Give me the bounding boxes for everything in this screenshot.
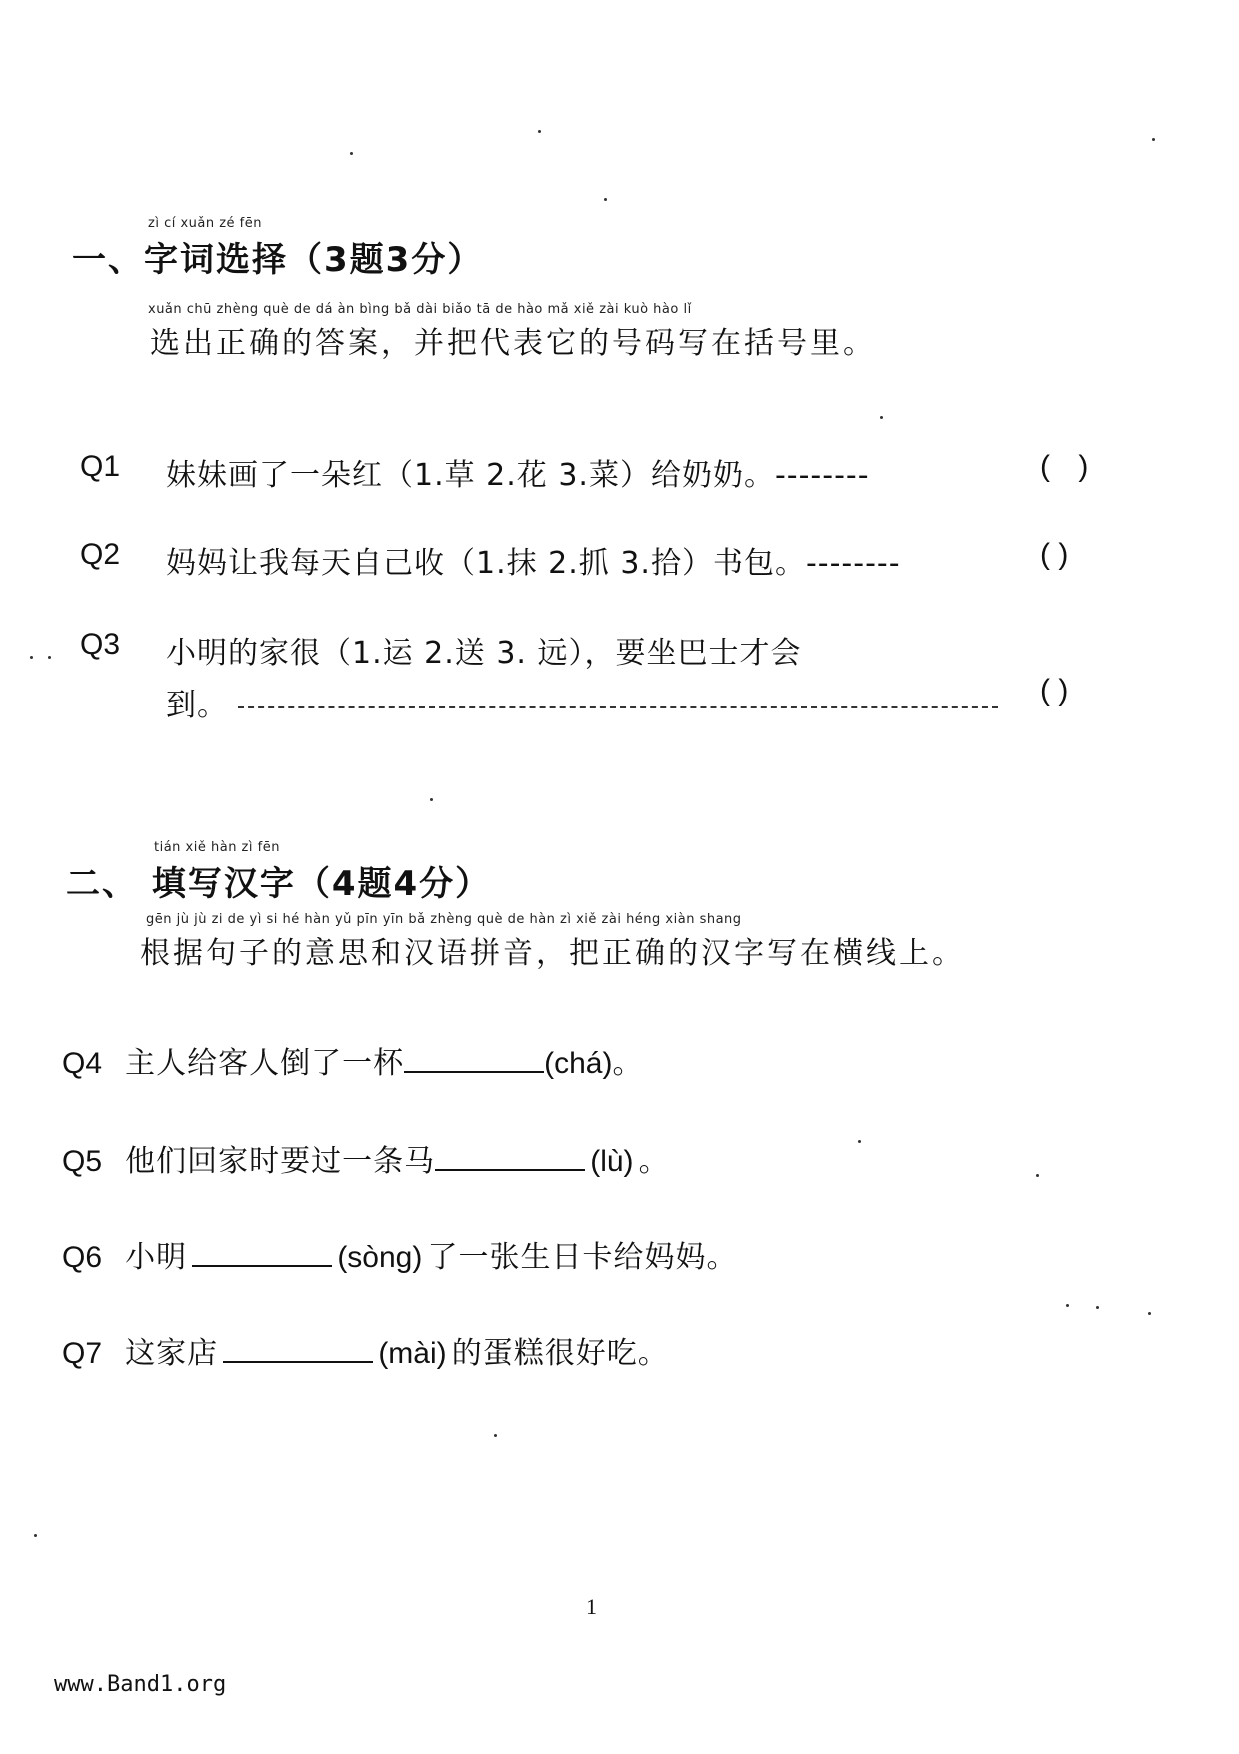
scan-speck <box>1152 138 1155 141</box>
q4-text-before: 主人给客人倒了一杯 <box>125 1046 405 1081</box>
section2-title: 二、 填写汉字（4题4分） <box>66 864 492 904</box>
section1-instruction-pinyin: xuǎn chū zhèng què de dá àn bìng bǎ dài biǎo tā de hào mǎ xiě zài kuò hào lǐ <box>148 302 692 317</box>
scan-speck <box>604 198 607 201</box>
q7-answer-blank[interactable] <box>223 1337 373 1363</box>
q7-text-before: 这家店 <box>125 1336 219 1371</box>
section2-pinyin: tián xiě hàn zì fēn <box>154 840 280 855</box>
q6-answer-blank[interactable] <box>192 1241 332 1267</box>
scan-speck <box>880 416 883 419</box>
scan-speck <box>494 1434 497 1437</box>
scan-speck <box>1036 1174 1039 1177</box>
scan-speck <box>48 656 51 659</box>
q6-text-before: 小明 <box>125 1240 188 1275</box>
scan-speck <box>858 1140 861 1143</box>
q7-label: Q7 <box>62 1337 103 1370</box>
q7-row <box>62 1328 669 1372</box>
scan-speck <box>34 1534 37 1537</box>
scan-speck <box>350 152 353 155</box>
q1-label: Q1 <box>80 450 121 483</box>
q6-row <box>62 1232 737 1276</box>
q2-answer-paren[interactable]: ( ) <box>1040 538 1069 571</box>
q1-answer-paren[interactable]: ( ) <box>1040 450 1089 483</box>
q4-pinyin: (chá) <box>544 1047 613 1080</box>
q5-answer-blank[interactable] <box>435 1145 585 1171</box>
section2-instruction: 根据句子的意思和汉语拼音，把正确的汉字写在横线上。 <box>140 936 965 971</box>
q4-answer-blank[interactable] <box>404 1047 544 1073</box>
section1-title: 一、字词选择（3题3分） <box>72 240 484 280</box>
section2-instruction-pinyin: gēn jù jù zi de yì si hé hàn yǔ pīn yīn bǎ zhèng què de hàn zì xiě zài héng xiàn shang <box>146 912 742 927</box>
scan-speck <box>1096 1306 1099 1309</box>
scan-speck <box>430 798 433 801</box>
scan-speck <box>1066 1304 1069 1307</box>
q6-label: Q6 <box>62 1241 103 1274</box>
q7-text-after: 的蛋糕很好吃。 <box>451 1336 669 1371</box>
q5-row <box>62 1136 670 1180</box>
q3-text-line2: 到。 <box>166 688 228 723</box>
q3-label: Q3 <box>80 628 121 661</box>
q5-pinyin: (lù) <box>590 1145 634 1178</box>
scan-speck <box>1148 1312 1151 1315</box>
section1-instruction: 选出正确的答案，并把代表它的号码写在括号里。 <box>150 326 876 361</box>
q3-text: 小明的家很（1.运 2.送 3. 远），要坐巴士才会 <box>166 636 802 671</box>
q4-text-after: 。 <box>612 1046 644 1081</box>
footer-url: www.Band1.org <box>54 1672 227 1697</box>
scan-speck <box>30 656 33 659</box>
q5-label: Q5 <box>62 1145 103 1178</box>
page-number: 1 <box>586 1594 597 1619</box>
q6-pinyin: (sòng) <box>337 1241 423 1274</box>
q3-dash-line <box>238 706 998 708</box>
q4-label: Q4 <box>62 1047 103 1080</box>
q1-text: 妹妹画了一朵红（1.草 2.花 3.菜）给奶奶。-------- <box>166 458 870 493</box>
scan-speck <box>538 130 541 133</box>
q3-answer-paren[interactable]: ( ) <box>1040 674 1069 707</box>
q5-text-after: 。 <box>638 1144 670 1179</box>
section1-pinyin: zì cí xuǎn zé fēn <box>148 216 262 231</box>
q2-label: Q2 <box>80 538 121 571</box>
q5-text-before: 他们回家时要过一条马 <box>125 1144 436 1179</box>
q7-pinyin: (mài) <box>378 1337 447 1370</box>
q6-text-after: 了一张生日卡给妈妈。 <box>427 1240 738 1275</box>
q2-text: 妈妈让我每天自己收（1.抹 2.抓 3.拾）书包。-------- <box>166 546 901 581</box>
q4-row <box>62 1038 643 1082</box>
